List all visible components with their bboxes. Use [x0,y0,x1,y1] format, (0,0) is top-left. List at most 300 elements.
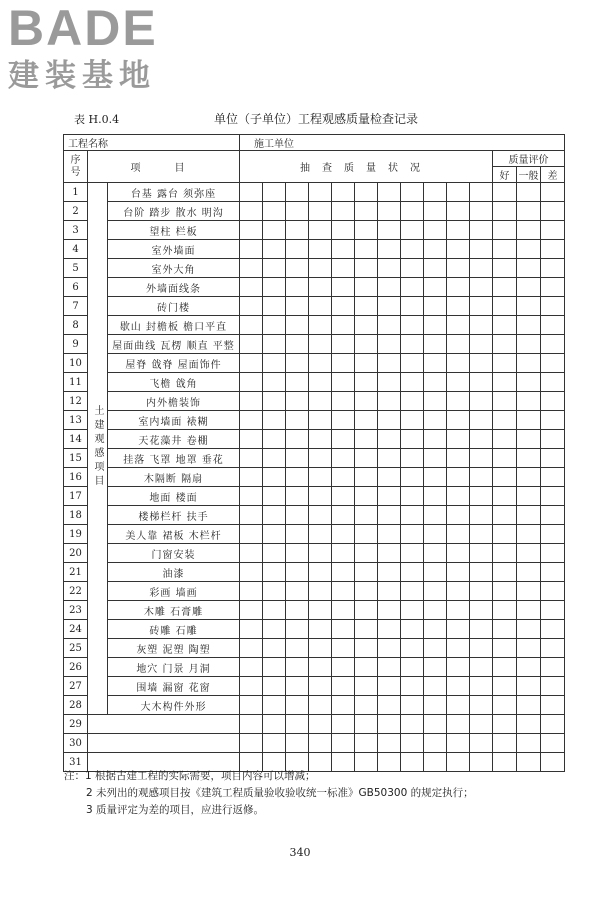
grade-poor-cell[interactable] [541,658,565,677]
inspection-cell[interactable] [447,449,470,468]
inspection-cell[interactable] [470,392,493,411]
inspection-cell[interactable] [286,430,309,449]
inspection-cell[interactable] [286,259,309,278]
inspection-cell[interactable] [355,639,378,658]
grade-fair-cell[interactable] [517,373,541,392]
grade-poor-cell[interactable] [541,601,565,620]
inspection-cell[interactable] [263,563,286,582]
inspection-cell[interactable] [355,202,378,221]
grade-good-cell[interactable] [493,677,517,696]
inspection-cell[interactable] [286,639,309,658]
inspection-cell[interactable] [424,658,447,677]
grade-fair-cell[interactable] [517,582,541,601]
inspection-cell[interactable] [378,468,401,487]
inspection-cell[interactable] [447,373,470,392]
inspection-cell[interactable] [309,411,332,430]
inspection-cell[interactable] [401,468,424,487]
inspection-cell[interactable] [470,563,493,582]
inspection-cell[interactable] [286,658,309,677]
inspection-cell[interactable] [378,278,401,297]
inspection-cell[interactable] [309,715,332,734]
inspection-cell[interactable] [447,240,470,259]
inspection-cell[interactable] [332,259,355,278]
grade-poor-cell[interactable] [541,202,565,221]
inspection-cell[interactable] [424,506,447,525]
inspection-cell[interactable] [263,658,286,677]
inspection-cell[interactable] [424,297,447,316]
inspection-cell[interactable] [263,259,286,278]
inspection-cell[interactable] [424,582,447,601]
inspection-cell[interactable] [447,221,470,240]
inspection-cell[interactable] [401,240,424,259]
inspection-cell[interactable] [286,620,309,639]
inspection-cell[interactable] [401,449,424,468]
inspection-cell[interactable] [378,525,401,544]
inspection-cell[interactable] [424,696,447,715]
inspection-cell[interactable] [263,715,286,734]
inspection-cell[interactable] [447,582,470,601]
inspection-cell[interactable] [332,620,355,639]
inspection-cell[interactable] [309,297,332,316]
inspection-cell[interactable] [286,544,309,563]
inspection-cell[interactable] [286,297,309,316]
inspection-cell[interactable] [401,183,424,202]
inspection-cell[interactable] [309,430,332,449]
grade-good-cell[interactable] [493,563,517,582]
inspection-cell[interactable] [332,734,355,753]
inspection-cell[interactable] [447,354,470,373]
grade-good-cell[interactable] [493,487,517,506]
grade-fair-cell[interactable] [517,278,541,297]
inspection-cell[interactable] [355,335,378,354]
inspection-cell[interactable] [286,316,309,335]
inspection-cell[interactable] [378,411,401,430]
inspection-cell[interactable] [424,677,447,696]
inspection-cell[interactable] [401,392,424,411]
inspection-cell[interactable] [447,677,470,696]
grade-good-cell[interactable] [493,411,517,430]
inspection-cell[interactable] [378,335,401,354]
inspection-cell[interactable] [378,506,401,525]
grade-fair-cell[interactable] [517,658,541,677]
grade-fair-cell[interactable] [517,259,541,278]
inspection-cell[interactable] [332,221,355,240]
inspection-cell[interactable] [240,221,263,240]
inspection-cell[interactable] [332,487,355,506]
grade-poor-cell[interactable] [541,240,565,259]
inspection-cell[interactable] [263,297,286,316]
inspection-cell[interactable] [309,601,332,620]
inspection-cell[interactable] [286,335,309,354]
inspection-cell[interactable] [263,240,286,259]
inspection-cell[interactable] [378,582,401,601]
inspection-cell[interactable] [309,582,332,601]
grade-fair-cell[interactable] [517,601,541,620]
construction-unit-cell[interactable] [240,135,565,151]
grade-good-cell[interactable] [493,525,517,544]
inspection-cell[interactable] [240,373,263,392]
inspection-cell[interactable] [447,563,470,582]
inspection-cell[interactable] [401,563,424,582]
grade-poor-cell[interactable] [541,449,565,468]
inspection-cell[interactable] [378,734,401,753]
inspection-cell[interactable] [378,601,401,620]
inspection-cell[interactable] [401,620,424,639]
inspection-cell[interactable] [470,183,493,202]
inspection-cell[interactable] [309,316,332,335]
inspection-cell[interactable] [424,544,447,563]
inspection-cell[interactable] [378,392,401,411]
grade-fair-cell[interactable] [517,183,541,202]
inspection-cell[interactable] [470,354,493,373]
inspection-cell[interactable] [424,221,447,240]
inspection-cell[interactable] [332,715,355,734]
inspection-cell[interactable] [424,430,447,449]
inspection-cell[interactable] [332,373,355,392]
grade-fair-cell[interactable] [517,620,541,639]
grade-fair-cell[interactable] [517,544,541,563]
grade-poor-cell[interactable] [541,354,565,373]
inspection-cell[interactable] [263,221,286,240]
inspection-cell[interactable] [470,639,493,658]
inspection-cell[interactable] [378,620,401,639]
inspection-cell[interactable] [378,487,401,506]
inspection-cell[interactable] [447,544,470,563]
inspection-cell[interactable] [355,544,378,563]
inspection-cell[interactable] [240,487,263,506]
grade-poor-cell[interactable] [541,430,565,449]
inspection-cell[interactable] [355,411,378,430]
inspection-cell[interactable] [332,430,355,449]
inspection-cell[interactable] [263,316,286,335]
inspection-cell[interactable] [424,563,447,582]
inspection-cell[interactable] [240,335,263,354]
inspection-cell[interactable] [309,202,332,221]
inspection-cell[interactable] [332,601,355,620]
inspection-cell[interactable] [355,715,378,734]
inspection-cell[interactable] [240,601,263,620]
inspection-cell[interactable] [286,563,309,582]
inspection-cell[interactable] [240,506,263,525]
inspection-cell[interactable] [332,316,355,335]
grade-fair-cell[interactable] [517,715,541,734]
grade-fair-cell[interactable] [517,696,541,715]
inspection-cell[interactable] [309,278,332,297]
inspection-cell[interactable] [470,430,493,449]
grade-poor-cell[interactable] [541,753,565,772]
inspection-cell[interactable] [309,696,332,715]
inspection-cell[interactable] [240,544,263,563]
inspection-cell[interactable] [240,677,263,696]
inspection-cell[interactable] [470,601,493,620]
inspection-cell[interactable] [263,696,286,715]
inspection-cell[interactable] [470,221,493,240]
inspection-cell[interactable] [401,297,424,316]
inspection-cell[interactable] [286,240,309,259]
inspection-cell[interactable] [309,221,332,240]
inspection-cell[interactable] [470,449,493,468]
inspection-cell[interactable] [424,240,447,259]
inspection-cell[interactable] [309,373,332,392]
inspection-cell[interactable] [263,411,286,430]
inspection-cell[interactable] [309,335,332,354]
grade-fair-cell[interactable] [517,563,541,582]
inspection-cell[interactable] [355,734,378,753]
inspection-cell[interactable] [286,506,309,525]
grade-poor-cell[interactable] [541,715,565,734]
inspection-cell[interactable] [401,335,424,354]
inspection-cell[interactable] [470,487,493,506]
inspection-cell[interactable] [378,544,401,563]
grade-poor-cell[interactable] [541,677,565,696]
inspection-cell[interactable] [470,411,493,430]
inspection-cell[interactable] [401,259,424,278]
inspection-cell[interactable] [332,297,355,316]
inspection-cell[interactable] [286,582,309,601]
grade-poor-cell[interactable] [541,335,565,354]
grade-fair-cell[interactable] [517,316,541,335]
inspection-cell[interactable] [401,639,424,658]
inspection-cell[interactable] [401,373,424,392]
inspection-cell[interactable] [355,449,378,468]
inspection-cell[interactable] [447,601,470,620]
inspection-cell[interactable] [470,240,493,259]
inspection-cell[interactable] [263,468,286,487]
inspection-cell[interactable] [355,677,378,696]
grade-good-cell[interactable] [493,449,517,468]
inspection-cell[interactable] [401,715,424,734]
inspection-cell[interactable] [470,620,493,639]
inspection-cell[interactable] [401,202,424,221]
inspection-cell[interactable] [309,449,332,468]
inspection-cell[interactable] [355,696,378,715]
grade-good-cell[interactable] [493,601,517,620]
inspection-cell[interactable] [378,221,401,240]
inspection-cell[interactable] [424,183,447,202]
inspection-cell[interactable] [470,468,493,487]
inspection-cell[interactable] [470,658,493,677]
inspection-cell[interactable] [378,202,401,221]
grade-good-cell[interactable] [493,506,517,525]
grade-good-cell[interactable] [493,202,517,221]
inspection-cell[interactable] [286,734,309,753]
inspection-cell[interactable] [355,392,378,411]
inspection-cell[interactable] [447,696,470,715]
inspection-cell[interactable] [378,183,401,202]
grade-poor-cell[interactable] [541,563,565,582]
inspection-cell[interactable] [401,734,424,753]
inspection-cell[interactable] [240,392,263,411]
inspection-cell[interactable] [240,202,263,221]
inspection-cell[interactable] [309,183,332,202]
inspection-cell[interactable] [470,677,493,696]
inspection-cell[interactable] [470,259,493,278]
inspection-cell[interactable] [447,278,470,297]
inspection-cell[interactable] [355,297,378,316]
grade-good-cell[interactable] [493,430,517,449]
inspection-cell[interactable] [378,430,401,449]
inspection-cell[interactable] [309,544,332,563]
inspection-cell[interactable] [240,696,263,715]
inspection-cell[interactable] [378,639,401,658]
inspection-cell[interactable] [424,335,447,354]
inspection-cell[interactable] [378,715,401,734]
inspection-cell[interactable] [447,430,470,449]
grade-fair-cell[interactable] [517,639,541,658]
grade-poor-cell[interactable] [541,487,565,506]
inspection-cell[interactable] [332,696,355,715]
inspection-cell[interactable] [447,715,470,734]
inspection-cell[interactable] [378,240,401,259]
grade-fair-cell[interactable] [517,202,541,221]
inspection-cell[interactable] [470,525,493,544]
inspection-cell[interactable] [355,183,378,202]
inspection-cell[interactable] [424,639,447,658]
grade-fair-cell[interactable] [517,392,541,411]
inspection-cell[interactable] [286,449,309,468]
inspection-cell[interactable] [240,278,263,297]
inspection-cell[interactable] [355,487,378,506]
inspection-cell[interactable] [309,620,332,639]
inspection-cell[interactable] [240,468,263,487]
grade-good-cell[interactable] [493,468,517,487]
inspection-cell[interactable] [240,411,263,430]
inspection-cell[interactable] [424,373,447,392]
inspection-cell[interactable] [470,506,493,525]
grade-fair-cell[interactable] [517,677,541,696]
grade-poor-cell[interactable] [541,411,565,430]
inspection-cell[interactable] [263,544,286,563]
grade-good-cell[interactable] [493,582,517,601]
inspection-cell[interactable] [424,411,447,430]
inspection-cell[interactable] [401,658,424,677]
grade-good-cell[interactable] [493,734,517,753]
inspection-cell[interactable] [332,183,355,202]
grade-good-cell[interactable] [493,259,517,278]
inspection-cell[interactable] [263,639,286,658]
inspection-cell[interactable] [378,677,401,696]
inspection-cell[interactable] [263,335,286,354]
inspection-cell[interactable] [332,677,355,696]
grade-fair-cell[interactable] [517,411,541,430]
inspection-cell[interactable] [355,354,378,373]
inspection-cell[interactable] [470,335,493,354]
inspection-cell[interactable] [263,506,286,525]
inspection-cell[interactable] [355,240,378,259]
grade-good-cell[interactable] [493,240,517,259]
grade-poor-cell[interactable] [541,316,565,335]
inspection-cell[interactable] [240,240,263,259]
inspection-cell[interactable] [447,620,470,639]
inspection-cell[interactable] [332,525,355,544]
grade-good-cell[interactable] [493,639,517,658]
grade-good-cell[interactable] [493,715,517,734]
inspection-cell[interactable] [263,525,286,544]
inspection-cell[interactable] [240,715,263,734]
inspection-cell[interactable] [309,658,332,677]
inspection-cell[interactable] [309,525,332,544]
inspection-cell[interactable] [332,563,355,582]
inspection-cell[interactable] [401,316,424,335]
inspection-cell[interactable] [424,449,447,468]
inspection-cell[interactable] [401,677,424,696]
inspection-cell[interactable] [286,373,309,392]
inspection-cell[interactable] [378,259,401,278]
grade-good-cell[interactable] [493,544,517,563]
inspection-cell[interactable] [447,335,470,354]
inspection-cell[interactable] [240,639,263,658]
grade-fair-cell[interactable] [517,430,541,449]
grade-good-cell[interactable] [493,221,517,240]
grade-fair-cell[interactable] [517,753,541,772]
inspection-cell[interactable] [355,582,378,601]
inspection-cell[interactable] [332,278,355,297]
grade-good-cell[interactable] [493,316,517,335]
grade-poor-cell[interactable] [541,544,565,563]
inspection-cell[interactable] [424,468,447,487]
inspection-cell[interactable] [424,278,447,297]
inspection-cell[interactable] [470,202,493,221]
inspection-cell[interactable] [240,734,263,753]
inspection-cell[interactable] [240,563,263,582]
grade-good-cell[interactable] [493,696,517,715]
inspection-cell[interactable] [309,677,332,696]
grade-poor-cell[interactable] [541,639,565,658]
inspection-cell[interactable] [240,316,263,335]
inspection-cell[interactable] [447,506,470,525]
inspection-cell[interactable] [332,335,355,354]
grade-poor-cell[interactable] [541,696,565,715]
inspection-cell[interactable] [401,430,424,449]
inspection-cell[interactable] [240,449,263,468]
inspection-cell[interactable] [332,449,355,468]
inspection-cell[interactable] [470,278,493,297]
inspection-cell[interactable] [378,373,401,392]
inspection-cell[interactable] [309,734,332,753]
inspection-cell[interactable] [240,620,263,639]
inspection-cell[interactable] [286,601,309,620]
grade-fair-cell[interactable] [517,506,541,525]
grade-fair-cell[interactable] [517,221,541,240]
inspection-cell[interactable] [401,278,424,297]
inspection-cell[interactable] [332,240,355,259]
inspection-cell[interactable] [378,696,401,715]
inspection-cell[interactable] [286,696,309,715]
inspection-cell[interactable] [424,487,447,506]
inspection-cell[interactable] [286,202,309,221]
inspection-cell[interactable] [286,221,309,240]
inspection-cell[interactable] [332,582,355,601]
inspection-cell[interactable] [263,354,286,373]
inspection-cell[interactable] [309,259,332,278]
inspection-cell[interactable] [401,487,424,506]
grade-poor-cell[interactable] [541,183,565,202]
grade-poor-cell[interactable] [541,373,565,392]
inspection-cell[interactable] [447,392,470,411]
inspection-cell[interactable] [286,392,309,411]
inspection-cell[interactable] [401,506,424,525]
grade-poor-cell[interactable] [541,506,565,525]
grade-poor-cell[interactable] [541,468,565,487]
inspection-cell[interactable] [332,639,355,658]
inspection-cell[interactable] [332,354,355,373]
inspection-cell[interactable] [447,658,470,677]
inspection-cell[interactable] [355,316,378,335]
inspection-cell[interactable] [309,354,332,373]
grade-fair-cell[interactable] [517,297,541,316]
inspection-cell[interactable] [240,259,263,278]
grade-fair-cell[interactable] [517,335,541,354]
